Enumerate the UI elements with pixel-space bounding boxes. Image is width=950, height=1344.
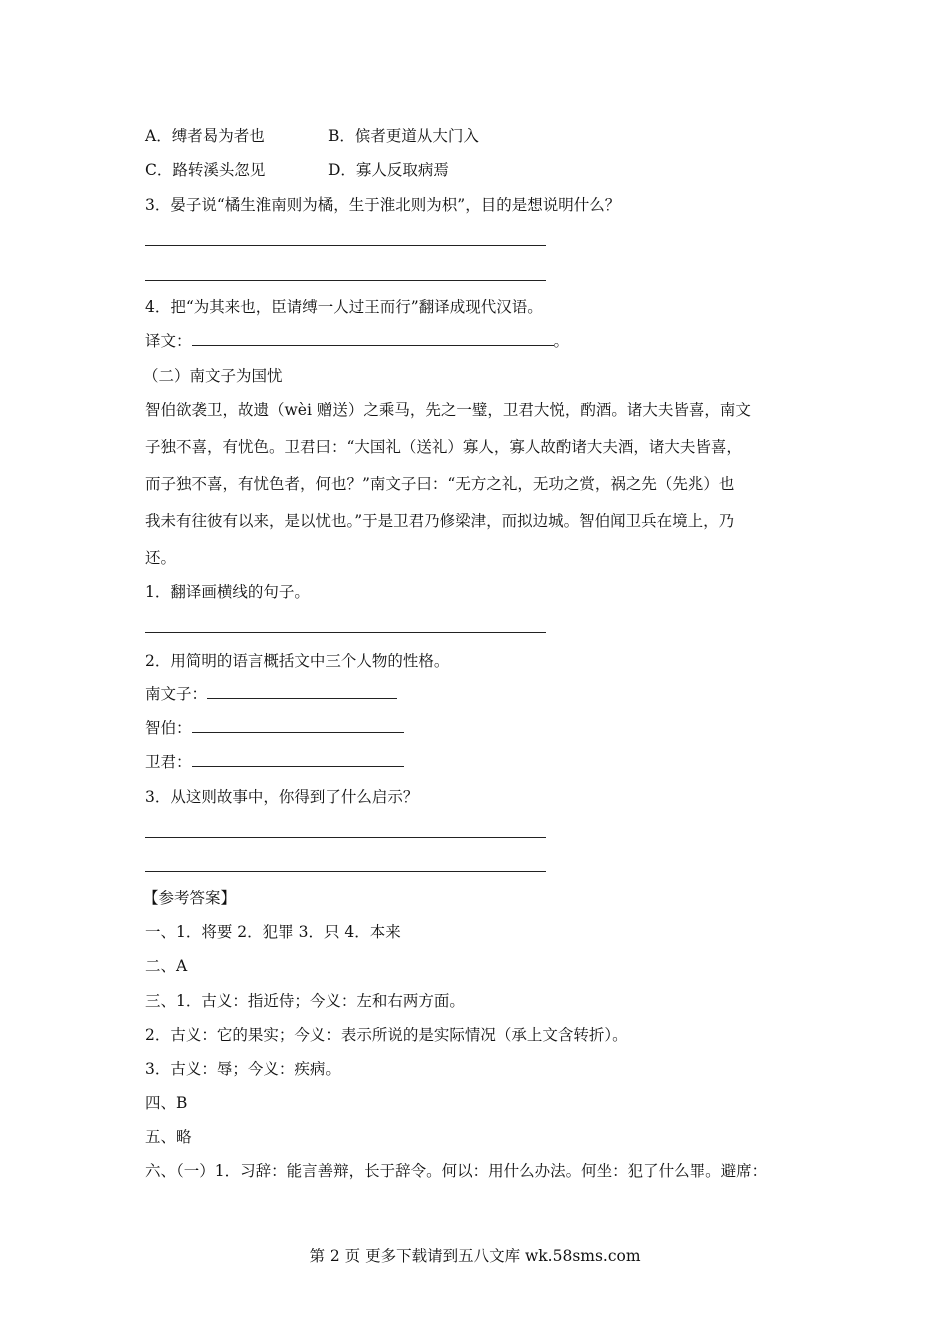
- person-blank: [207, 684, 397, 699]
- person-row: [145, 718, 404, 738]
- passage-line: 还。: [145, 549, 177, 567]
- translation-label: 译文：: [145, 332, 192, 350]
- passage-line: 我未有往彼有以来，是以忧也。”于是卫君乃修梁津，而拟边城。智伯闻卫兵在境上，乃: [145, 512, 735, 530]
- person-row: [145, 684, 397, 704]
- answer-line: [145, 280, 546, 281]
- person-blank: [192, 718, 404, 733]
- answer-line-text: 3．古义：辱；今义：疾病。: [145, 1060, 341, 1078]
- section2-question-3: 3．从这则故事中，你得到了什么启示？: [145, 788, 419, 806]
- answer-line: [145, 632, 546, 633]
- answer-line-text: 三、1．古义：指近侍；今义：左和右两方面。: [145, 992, 465, 1010]
- answer-line: [145, 871, 546, 872]
- option-c: C．路转溪头忽见: [145, 161, 266, 179]
- answer-line-text: 五、略: [145, 1128, 192, 1146]
- person-blank: [192, 752, 404, 767]
- translation-end: 。: [553, 332, 570, 350]
- question-4: 4．把“为其来也，臣请缚一人过王而行”翻译成现代汉语。: [145, 298, 543, 316]
- answer-line-text: 2．古义：它的果实；今义：表示所说的是实际情况（承上文含转折）。: [145, 1026, 628, 1044]
- answer-line-text: 四、B: [145, 1094, 188, 1112]
- person-row: [145, 752, 404, 772]
- question-3: 3．晏子说“橘生淮南则为橘，生于淮北则为枳”，目的是想说明什么？: [145, 196, 621, 214]
- person-label: 卫君：: [145, 753, 192, 771]
- person-label: 南文子：: [145, 685, 208, 703]
- answers-heading: 【参考答案】: [143, 889, 237, 907]
- answer-line: [145, 837, 546, 838]
- passage-line: 而子独不喜，有忧色者，何也？”南文子曰：“无方之礼，无功之赏，祸之先（先兆）也: [145, 475, 735, 493]
- passage-line: 智伯欲袭卫，故遗（wèi 赠送）之乘马，先之一璧，卫君大悦，酌酒。诸大夫皆喜，南文: [145, 401, 751, 419]
- option-b: B．傧者更道从大门入: [328, 127, 479, 145]
- answer-line-text: 六、（一）1．习辞：能言善辩，长于辞令。何以：用什么办法。何坐：犯了什么罪。避席：: [145, 1162, 768, 1180]
- option-a: A．缚者曷为者也: [145, 127, 265, 145]
- translation-blank: [192, 331, 554, 346]
- person-label: 智伯：: [145, 719, 192, 737]
- page-footer: 第 2 页 更多下载请到五八文库 wk.58sms.com: [309, 1247, 641, 1265]
- option-d: D．寡人反取病焉: [328, 161, 449, 179]
- answer-line-text: 二、A: [145, 957, 188, 975]
- answer-line: [145, 245, 546, 246]
- answer-line-text: 一、1．将要 2．犯罪 3．只 4．本来: [145, 923, 401, 941]
- section-title: （二）南文子为国忧: [143, 367, 283, 385]
- section2-question-2: 2．用简明的语言概括文中三个人物的性格。: [145, 652, 450, 670]
- translation-row: [145, 331, 569, 351]
- section2-question-1: 1．翻译画横线的句子。: [145, 583, 310, 601]
- passage-line: 子独不喜，有忧色。卫君曰：“大国礼（送礼）寡人，寡人故酌诸大夫酒，诸大夫皆喜，: [145, 438, 742, 456]
